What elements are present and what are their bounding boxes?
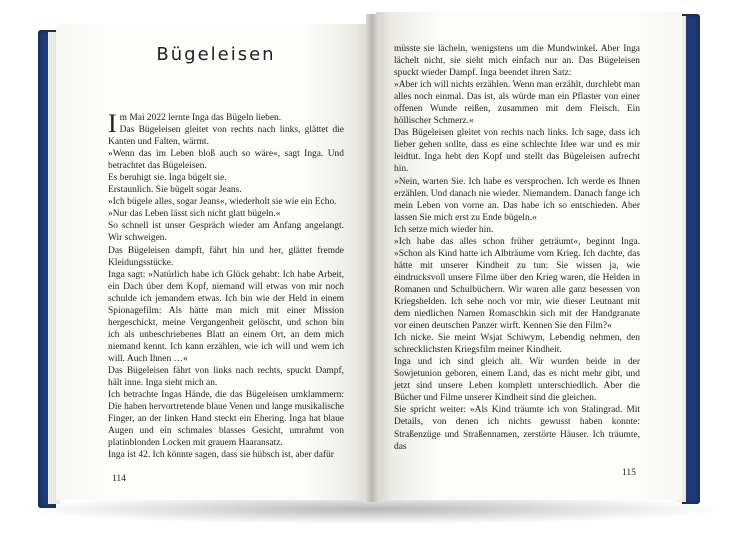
right-page-text <box>394 43 640 453</box>
paragraph: Das Bügeleisen gleitet von rechts nach links. Ich sage, dass ich lieber gehen sollte, dass es eine schlechte Idee war und es mir leidtut. Inga hebt den Kopf und stellt das Bügeleisen aufrecht hin. <box>394 128 640 175</box>
opening-line: m Mai 2022 lernte Inga das Bügeln lieben. <box>119 113 282 123</box>
paragraph: So schnell ist unser Gespräch wieder am Anfang angelangt. Wir schweigen. <box>108 221 344 244</box>
paragraph: »Aber ich will nichts erzählen. Wenn man erzählt, durchlebt man alles noch einmal. Das ist, als würde man ein Pflaster von einer offenen Wunde reißen, zusammen mit dem Fleisch. Ein höllischer Schmerz.« <box>394 80 640 127</box>
page-number-right: 115 <box>622 468 636 478</box>
left-page-text <box>108 109 344 461</box>
paragraph: Das Bügeleisen dampft, fährt hin und her, glättet fremde Kleidungsstücke. <box>108 245 344 268</box>
book-gutter <box>366 14 380 502</box>
paragraph: Sie spricht weiter: »Als Kind träumte ich von Stalingrad. Mit Details, von denen ich nichts gewusst haben konnte: Straßenzüge und Straßennamen, zerstörte Häuser. Ich träumte, das <box>394 405 640 452</box>
chapter-title: Bügeleisen <box>156 44 276 65</box>
paragraph: Inga sagt: »Natürlich habe ich Glück gehabt: Ich habe Arbeit, ein Dach über dem Kopf, niemand will etwas von mir noch schulde ich jemandem etwas. Ich bin wie der Held in einem Spionagefilm: Als hätte man mich mit einer Mission hergeschickt, meine Vergangenheit gelöscht, und schon bin ich als unbeschriebenes Blatt an einem Ort, an dem mich niemand kennt. Ich kann erzählen, wie ich will und wem ich will. Auch Ihnen …« <box>108 269 344 364</box>
paragraph: Es beruhigt sie. Inga bügelt sie. <box>108 173 227 184</box>
paragraph: »Nur das Leben lässt sich nicht glatt bügeln.« <box>108 209 281 220</box>
paragraph: Das Bügeleisen fährt von links nach rechts, spuckt Dampf, hält inne. Inga sieht mich an. <box>108 365 344 389</box>
paragraph: Ich nicke. Sie meint Wsjat Schiwym, Lebendig nehmen, den schrecklichsten Kriegsfilm meiner Kindheit. <box>394 333 640 356</box>
paragraph: »Ich habe das alles schon früher geträumt«, beginnt Inga. »Schon als Kind hatte ich Albträume vom Krieg. Ich dachte, das hätte mit unserer Kindheit zu tun: Sie wissen ja, wie eindrucksvoll unsere Filme über den Krieg waren, die Helden in Romanen und Schulbüchern. Wir waren alle ganz besessen von Kriegshelden. Ich sehe noch vor mir, wie dieser Leutnant mit dem niedlichen Namen Romaschkin sich mit der Handgranate vor einen deutschen Panzer wirft. Kennen Sie den Film?« <box>394 236 640 332</box>
paragraph: Ich setze mich wieder hin. <box>394 224 494 235</box>
paragraph: müsste sie lächeln, wenigstens um die Mundwinkel. Aber Inga lächelt nicht, sie sieht mich einfach nur an. Das Bügeleisen spuckt wieder Dampf. Inga beendet ihren Satz: <box>394 44 640 79</box>
paragraph: Das Bügeleisen gleitet von rechts nach links, glättet die Kanten und Falten, wärmt. <box>108 125 344 148</box>
paragraph: Erstaunlich. Sie bügelt sogar Jeans. <box>108 185 242 196</box>
paragraph: Inga und ich sind gleich alt. Wir wurden beide in der Sowjetunion geboren, einem Land, das es nicht mehr gibt, und jetzt sind unsere Leben komplett unterschiedlich. Aber die Bücher und Filme unserer Kindheit sind die gleichen. <box>394 357 640 404</box>
drop-cap: I <box>108 109 117 138</box>
paragraph: Ich betrachte Ingas Hände, die das Bügeleisen umklammern: Die haben hervortretende blaue Venen und lange musikalische Finger, an der linken Hand steckt ein Ehering. Inga hat blaue Augen und ein schmales blasses Gesicht, umrahmt von platinblonden Locken mit grauem Haaransatz. <box>108 390 344 449</box>
page-number-left: 114 <box>112 474 126 484</box>
paragraph: »Nein, warten Sie. Ich habe es versprochen. Ich werde es Ihnen erzählen. Und danach nie wieder. Niemandem. Danach fange ich mein Leben von vorne an. Das habe ich so entschieden. Aber lassen Sie mich erst zu Ende bügeln.« <box>394 176 640 223</box>
paragraph: Inga ist 42. Ich könnte sagen, dass sie hübsch ist, aber dafür <box>108 450 334 461</box>
paragraph: »Wenn das im Leben bloß auch so wäre«, sagt Inga. Und betrachtet das Bügeleisen. <box>108 149 344 172</box>
paragraph: »Ich bügele alles, sogar Jeans«, wiederholt sie wie ein Echo. <box>108 197 337 208</box>
